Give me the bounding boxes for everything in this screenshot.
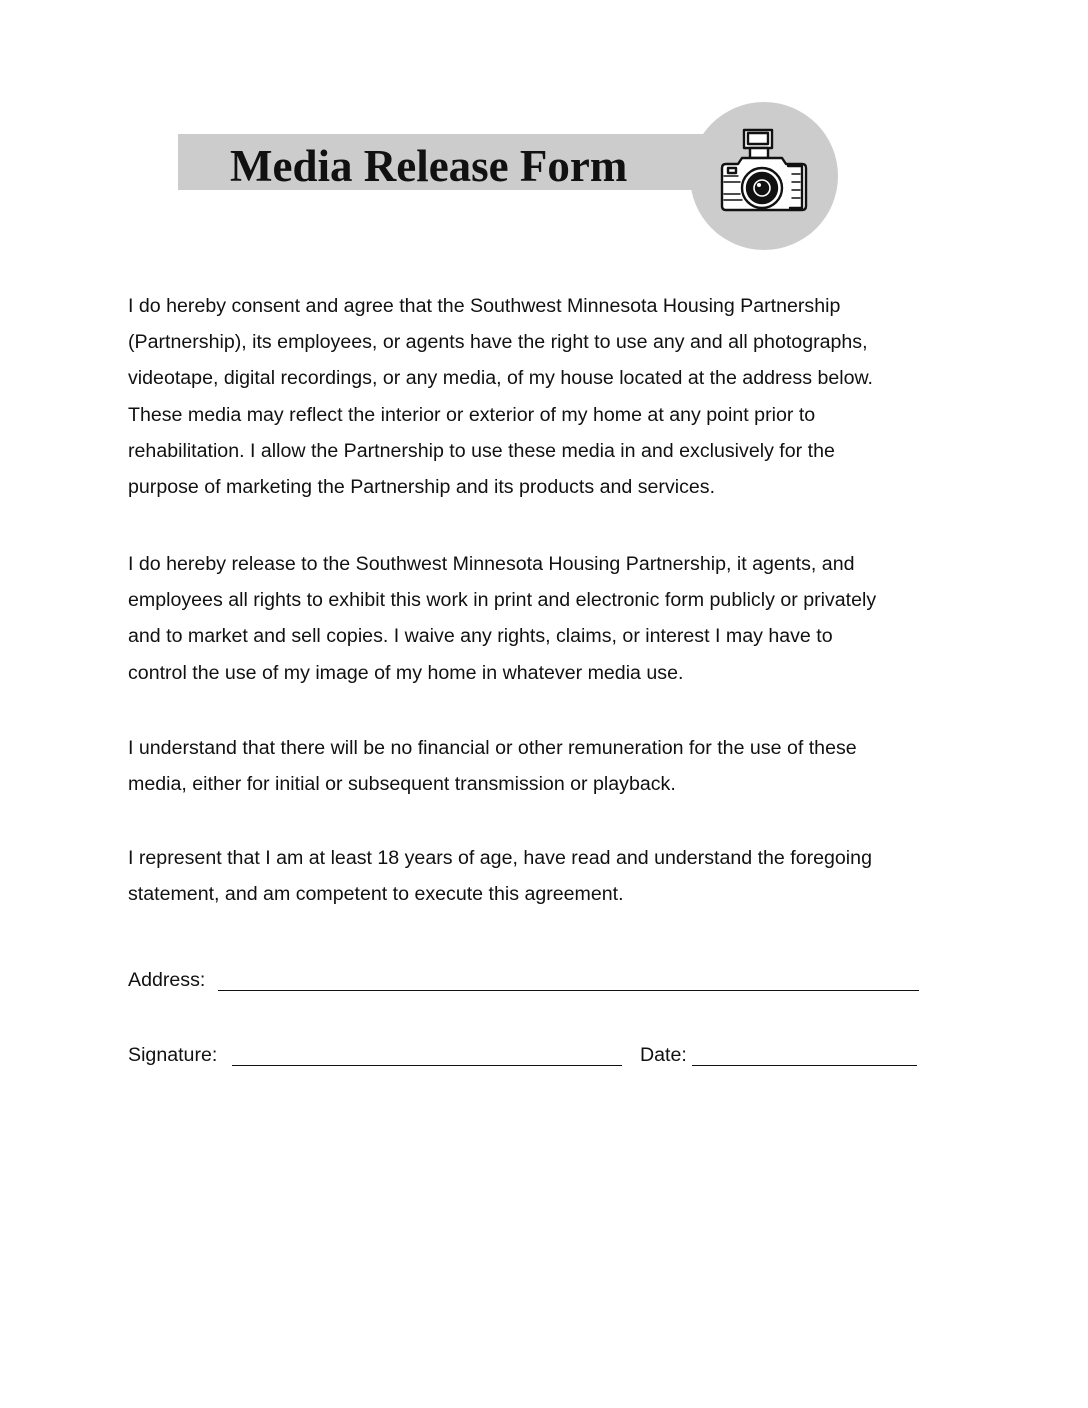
paragraph-line: I do hereby release to the Southwest Minnesota Housing Partnership, it agents, and [128,553,855,575]
date-line[interactable] [692,1065,917,1066]
page-title: Media Release Form [230,141,628,191]
release-paragraph [128,546,958,691]
address-field[interactable] [128,968,928,994]
address-label: Address: [128,969,206,991]
paragraph-line: I represent that I am at least 18 years of age, have read and understand the foregoing [128,847,872,869]
paragraph-line: I understand that there will be no financial or other remuneration for the use of these [128,737,857,759]
paragraph-line: statement, and am competent to execute this agreement. [128,883,624,906]
age-statement-paragraph [128,840,958,912]
remuneration-paragraph [128,730,958,802]
paragraph-line: purpose of marketing the Partnership and its products and services. [128,476,716,499]
paragraph-line: control the use of my image of my home in whatever media use. [128,661,684,684]
paragraph-line: media, either for initial or subsequent transmission or playback. [128,773,676,796]
paragraph-line: and to market and sell copies. I waive any rights, claims, or interest I may have to [128,625,833,648]
camera-icon [718,124,810,220]
signature-line[interactable] [232,1065,622,1066]
paragraph-line: employees all rights to exhibit this work in print and electronic form publicly or privately [128,589,877,612]
date-label: Date: [640,1044,687,1066]
signature-date-row [128,1043,928,1069]
paragraph-line: (Partnership), its employees, or agents have the right to use any and all photographs, [128,331,868,354]
address-line[interactable] [218,990,919,991]
paragraph-line: I do hereby consent and agree that the Southwest Minnesota Housing Partnership [128,295,841,317]
paragraph-line: videotape, digital recordings, or any media, of my house located at the address below. [128,367,874,390]
paragraph-line: These media may reflect the interior or exterior of my home at any point prior to [128,403,816,426]
consent-paragraph [128,288,958,505]
signature-label: Signature: [128,1044,218,1066]
paragraph-line: rehabilitation. I allow the Partnership to use these media in and exclusively for the [128,439,835,462]
